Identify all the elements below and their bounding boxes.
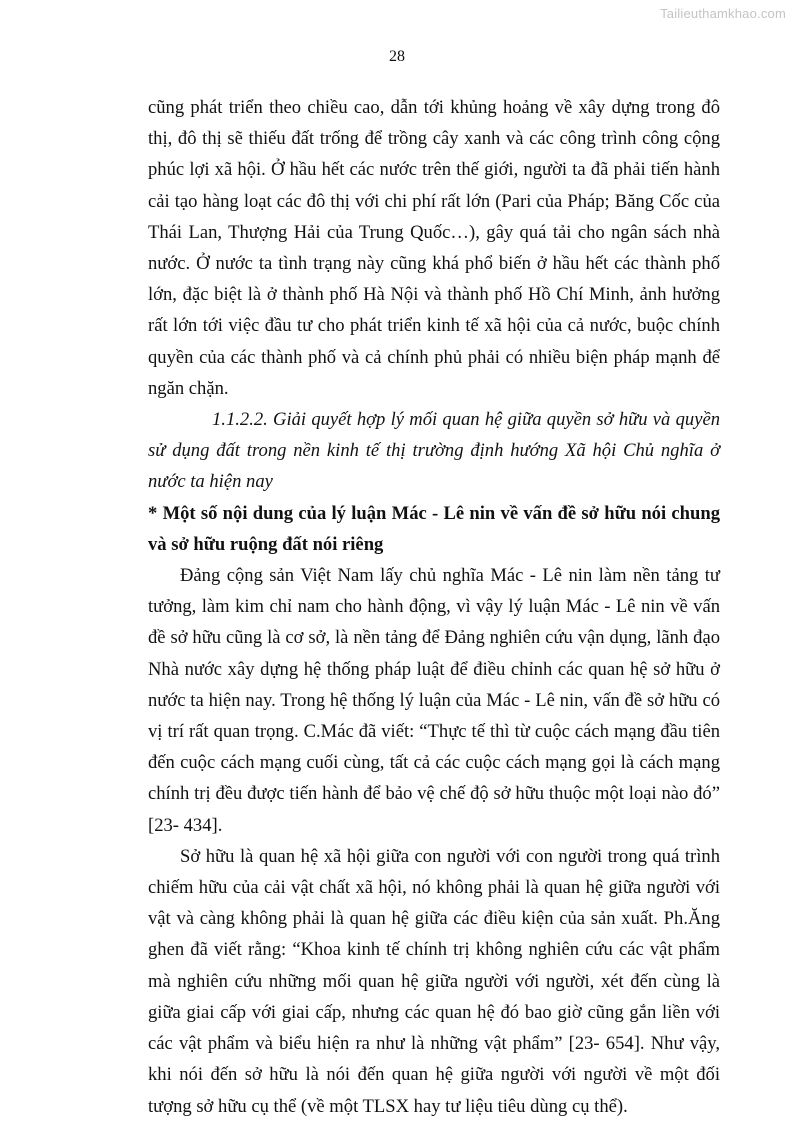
document-body (148, 92, 720, 1122)
paragraph: Sở hữu là quan hệ xã hội giữa con người với con người trong quá trình chiếm hữu của cải vật chất xã hội, nó không phải là quan hệ giữa người với vật và càng không phải là quan hệ giữa các điều kiện của sản xuất. Ph.Ăng ghen đã viết rằng: “Khoa kinh tế chính trị không nghiên cứu các vật phẩm mà nghiên cứu những mối quan hệ giữa người với người, xét đến cùng là giữa giai cấp với giai cấp, nhưng các quan hệ đó bao giờ cũng gắn liền với các vật phẩm và biểu hiện ra như là những vật phẩm” [23- 654]. Như vậy, khi nói đến sở hữu là nói đến quan hệ giữa người với người về một đối tượng sở hữu cụ thể (về một TLSX hay tư liệu tiêu dùng cụ thể). (148, 845, 720, 1117)
watermark-text: Tailieuthamkhao.com (660, 6, 786, 21)
paragraph: Đảng cộng sản Việt Nam lấy chủ nghĩa Mác - Lê nin làm nền tảng tư tưởng, làm kim chỉ nam cho hành động, vì vậy lý luận Mác - Lê nin về vấn đề sở hữu cũng là cơ sở, là nền tảng để Đảng nghiên cứu vận dụng, lãnh đạo Nhà nước xây dựng hệ thống pháp luật để điều chỉnh các quan hệ sở hữu ở nước ta hiện nay. Trong hệ thống lý luận của Mác - Lê nin, vấn đề sở hữu có vị trí rất quan trọng. C.Mác đã viết: “Thực tế thì từ cuộc cách mạng đầu tiên đến cuộc cách mạng cuối cùng, tất cả các cuộc cách mạng gọi là cách mạng chính trị đều được tiến hành để bảo vệ chế độ sở hữu thuộc một loại nào đó” [23- 434]. (148, 565, 720, 836)
section-heading: * Một số nội dung của lý luận Mác - Lê nin về vấn đề sở hữu nói chung và sở hữu ruộng đất nói riêng (148, 502, 720, 555)
subsection-title: 1.1.2.2. Giải quyết hợp lý mối quan hệ giữa quyền sở hữu và quyền sử dụng đất trong nền kinh tế thị trường định hướng Xã hội Chủ nghĩa ở nước ta hiện nay (148, 409, 720, 493)
page-number: 28 (389, 48, 405, 65)
paragraph-continued: cũng phát triển theo chiều cao, dẫn tới khủng hoảng về xây dựng trong đô thị, đô thị sẽ thiếu đất trống để trồng cây xanh và các công trình công cộng phúc lợi xã hội. Ở hầu hết các nước trên thế giới, người ta đã phải tiến hành cải tạo hàng loạt các đô thị với chi phí rất lớn (Pari của Pháp; Băng Cốc của Thái Lan, Thượng Hải của Trung Quốc…), gây quá tải cho ngân sách nhà nước. Ở nước ta tình trạng này cũng khá phổ biến ở hầu hết các thành phố lớn, đặc biệt là ở thành phố Hà Nội và thành phố Hồ Chí Minh, ảnh hưởng rất lớn tới việc đầu tư cho phát triển kinh tế xã hội của cả nước, buộc chính quyền của các thành phố và cả chính phủ phải có nhiều biện pháp mạnh để ngăn chặn. (148, 97, 720, 399)
